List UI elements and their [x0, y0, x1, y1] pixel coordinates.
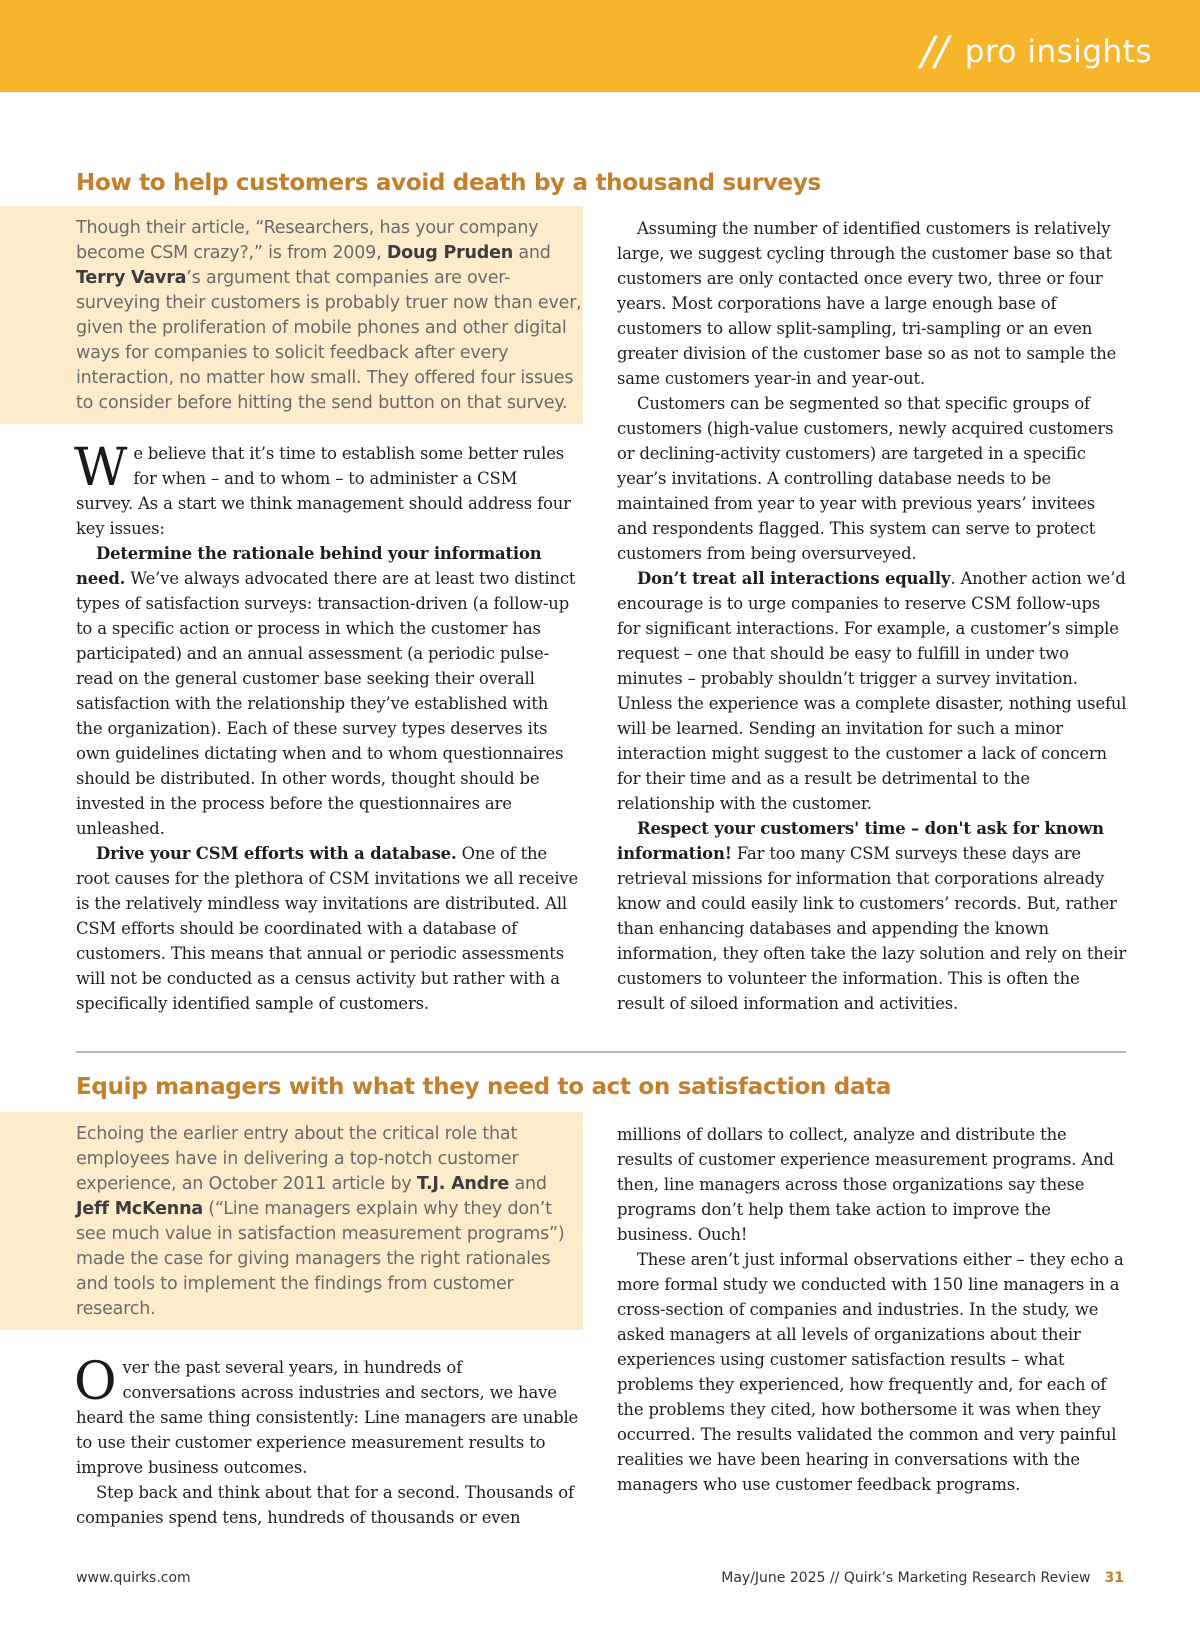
drop-cap: W — [74, 438, 128, 498]
article1-paragraph: Customers can be segmented so that specific groups of customers (high-value customers, newly acquired customers or declining-activity customers) are targeted in a specific year’s invitations. A controlling database needs to be maintained from year to year with previous years’ invitees and respondents flagged. This system can serve to protect customers from being oversurveyed. — [617, 394, 1114, 563]
article2-title: Equip managers with what they need to act on satisfaction data — [76, 1074, 892, 1100]
article1-title: How to help customers avoid death by a thousand surveys — [76, 170, 821, 196]
footer-issue — [721, 1570, 1124, 1586]
author-name: Terry Vavra — [76, 268, 187, 288]
paragraph-text: We’ve always advocated there are at least two distinct types of satisfaction surveys: transaction-driven (a follow-up to a specific action or process in which the customer has participated) and an annual assessment (a periodic pulse-read on the general customer base seeking their overall satisfaction with the relationship they’ve established with the organization). Each of these survey types deserves its own guidelines dictating when and to whom questionnaires should be distributed. In other words, thought should be invested in the process before the questionnaires are unleashed. — [76, 569, 576, 838]
article2-paragraph: millions of dollars to collect, analyze and distribute the results of customer experience measurement programs. And then, line managers across those organizations say these programs don’t help them take action to improve the business. Ouch! — [617, 1125, 1114, 1244]
footer-issue-text: May/June 2025 // Quirk’s Marketing Research Review — [721, 1570, 1091, 1586]
paragraph-text: . Another action we’d encourage is to urge companies to reserve CSM follow-ups for significant interactions. For example, a customer’s simple request – one that should be easy to fulfill in under two minutes – probably shouldn’t trigger a survey invitation. Unless the experience was a complete disaster, nothing useful will be learned. Sending an invitation for such a minor interaction might suggest to the customer a lack of concern for their time and as a result be detrimental to the relationship with the customer. — [617, 569, 1127, 813]
article1-paragraph — [76, 841, 579, 1016]
intro-text: (“Line managers explain why they don’t see much value in satisfaction measurement programs”) made the case for giving managers the right rationales and tools to implement the findings from customer research. — [76, 1199, 565, 1319]
author-name: Doug Pruden — [386, 243, 514, 263]
intro-text: ’s argument that companies are over-surveying their customers is probably truer now than ever, given the proliferation of mobile phones and other digital ways for companies to solicit feedback after every interaction, no matter how small. They offered four issues to consider before hitting the send button on that survey. — [76, 268, 582, 413]
section-divider — [76, 1051, 1126, 1053]
intro-text: Though their article, “Researchers, has your company become CSM crazy?,” is from 2009, — [76, 218, 539, 263]
article2-paragraph: Step back and think about that for a second. Thousands of companies spend tens, hundreds of thousands or even — [76, 1483, 574, 1527]
section-slashes: // — [920, 29, 949, 75]
article1-paragraph — [74, 438, 579, 541]
article2-paragraph: These aren’t just informal observations either – they echo a more formal study we conducted with 150 line managers in a cross-section of companies and industries. In the study, we asked managers at all levels of organizations about their experiences using customer satisfaction results – what problems they experienced, how frequently and, for each of the problems they cited, how bothersome it was when they occurred. The results validated the common and very painful realities we have been hearing in conversations with the managers who use customer feedback programs. — [617, 1250, 1124, 1494]
article1-paragraph: Assuming the number of identified customers is relatively large, we suggest cycling through the customer base so that customers are only contacted once every two, three or four years. Most corporations have a large enough base of customers to allow split-sampling, tri-sampling or an even greater division of the customer base so as not to sample the same customers year-in and year-out. — [617, 219, 1117, 388]
footer-url: www.quirks.com — [76, 1570, 191, 1586]
subhead: Drive your CSM efforts with a database. — [96, 844, 457, 863]
author-name: Jeff McKenna — [76, 1199, 203, 1219]
paragraph-text: Far too many CSM surveys these days are retrieval missions for information that corporations already know and could easily link to customers’ records. But, rather than enhancing databases and appending the known information, they often take the lazy solution and rely on their customers to volunteer the information. This is often the result of siloed information and activities. — [617, 844, 1127, 1013]
article1-intro — [76, 216, 586, 416]
subhead: Determine the rationale behind your information need. — [76, 544, 542, 588]
subhead: Don’t treat all interactions equally — [637, 569, 951, 588]
article2-paragraph — [74, 1352, 579, 1480]
section-name: pro insights — [964, 34, 1152, 70]
article2-intro — [76, 1122, 571, 1322]
intro-text: Echoing the earlier entry about the critical role that employees have in delivering a top-notch customer experience, an October 2011 article by — [76, 1124, 519, 1194]
section-label — [920, 26, 1152, 75]
paragraph-text: e believe that it’s time to establish some better rules for when – and to whom – to administer a CSM survey. As a start we think management should address four key issues: — [76, 444, 571, 538]
page-number: 31 — [1104, 1570, 1124, 1586]
subhead: Respect your customers' time – don't ask for known information! — [617, 819, 1104, 863]
article2-left-column — [74, 1352, 579, 1530]
article1-right-column — [617, 216, 1127, 1016]
drop-cap: O — [74, 1352, 117, 1412]
intro-text: and — [513, 243, 551, 263]
intro-text: and — [509, 1174, 547, 1194]
paragraph-text: ver the past several years, in hundreds of conversations across industries and sectors, we have heard the same thing consistently: Line managers are unable to use their customer experience measurement results to improve business outcomes. — [76, 1358, 579, 1477]
article1-paragraph — [617, 816, 1127, 1016]
article2-right-column — [617, 1122, 1127, 1497]
paragraph-text: One of the root causes for the plethora of CSM invitations we all receive is the relatively mindless way invitations are distributed. All CSM efforts should be coordinated with a database of customers. This means that annual or periodic assessments will not be conducted as a census activity but rather with a specifically identified sample of customers. — [76, 844, 579, 1013]
author-name: T.J. Andre — [416, 1174, 510, 1194]
header-banner — [0, 0, 1200, 92]
article1-paragraph — [76, 541, 579, 841]
article1-left-column — [74, 438, 579, 1016]
article1-paragraph — [617, 566, 1127, 816]
